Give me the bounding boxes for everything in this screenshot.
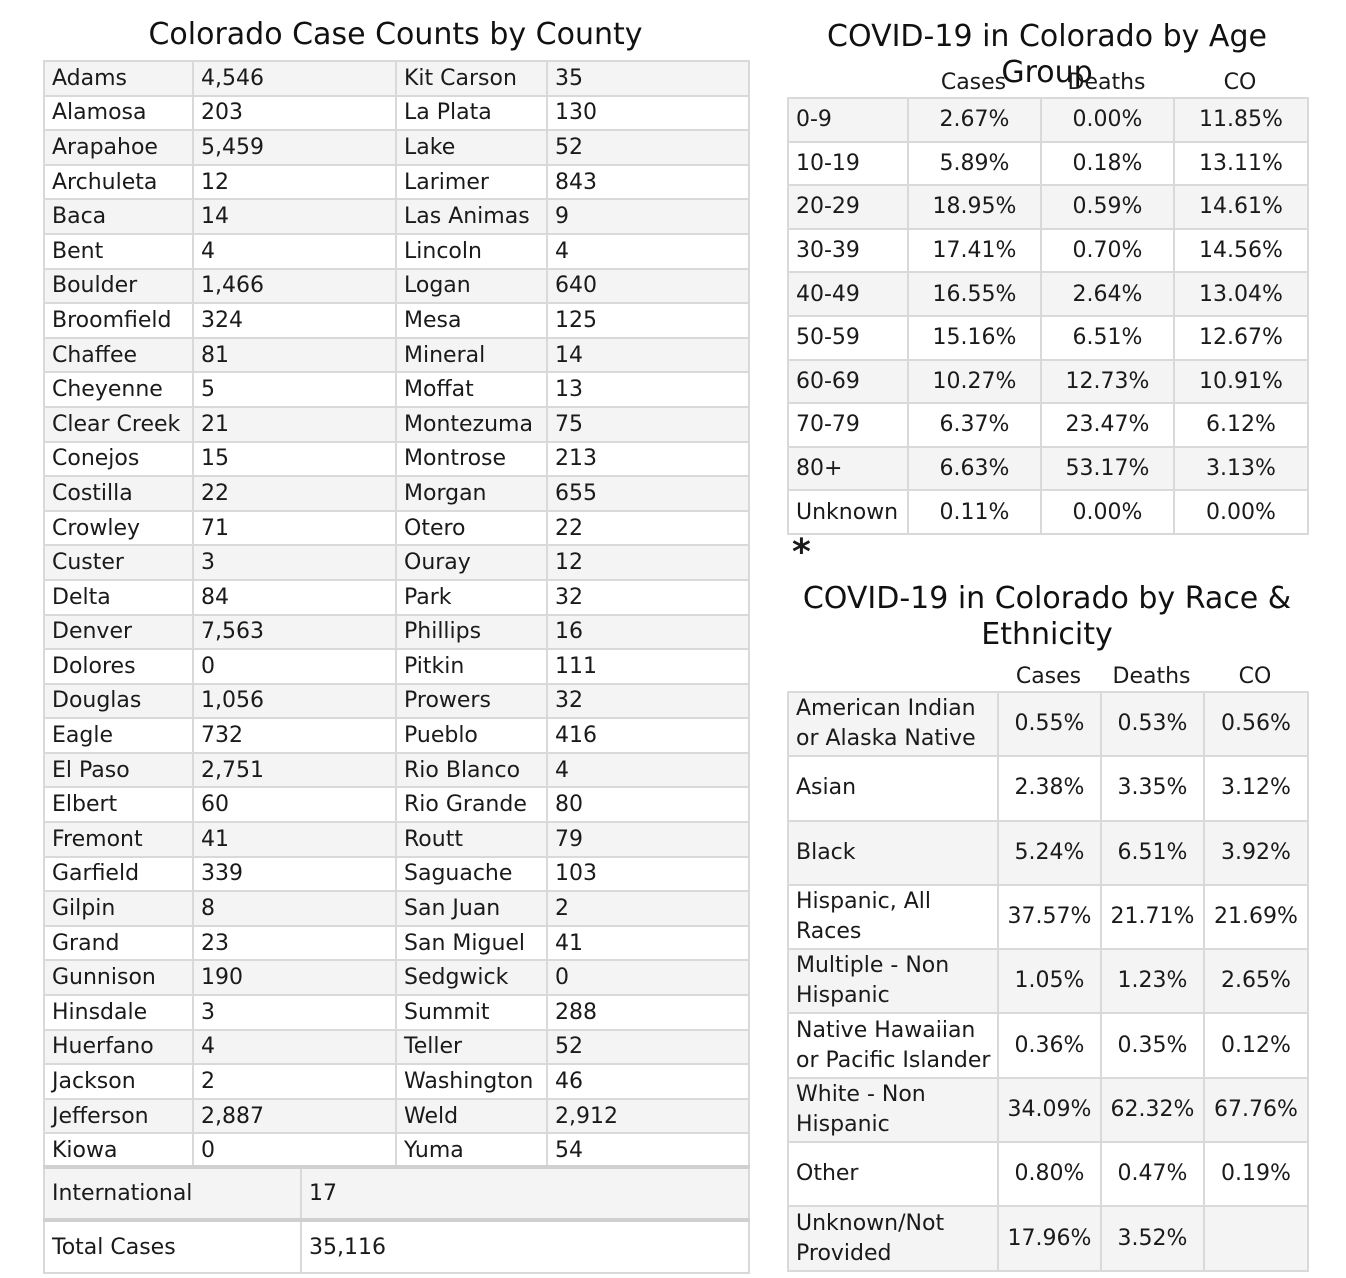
county-case-count: 3 xyxy=(193,995,396,1030)
total-cases-label: Total Cases xyxy=(44,1220,301,1273)
race-co-pct: 3.92% xyxy=(1204,821,1308,885)
race-deaths-pct: 3.35% xyxy=(1101,756,1204,820)
county-case-count: 203 xyxy=(193,96,396,131)
county-case-count: 54 xyxy=(547,1133,749,1168)
county-name: Gilpin xyxy=(44,891,193,926)
county-case-count: 732 xyxy=(193,718,396,753)
age-cases-pct: 18.95% xyxy=(908,185,1041,229)
age-cases-pct: 10.27% xyxy=(908,360,1041,404)
table-row xyxy=(44,130,749,165)
table-row xyxy=(788,756,1308,820)
county-name: Broomfield xyxy=(44,303,193,338)
age-cases-pct: 0.11% xyxy=(908,490,1041,534)
county-case-count: 213 xyxy=(547,442,749,477)
table-row xyxy=(44,649,749,684)
table-row xyxy=(788,98,1308,142)
county-name: Routt xyxy=(396,822,547,857)
age-deaths-pct: 6.51% xyxy=(1041,316,1174,360)
county-case-count: 81 xyxy=(193,338,396,373)
age-deaths-pct: 0.59% xyxy=(1041,185,1174,229)
table-row xyxy=(44,753,749,788)
county-name: Lake xyxy=(396,130,547,165)
table-row xyxy=(44,269,749,304)
race-cases-pct: 1.05% xyxy=(998,949,1101,1013)
county-case-count: 41 xyxy=(193,822,396,857)
county-case-count: 41 xyxy=(547,926,749,961)
county-case-count: 7,563 xyxy=(193,615,396,650)
county-name: Huerfano xyxy=(44,1030,193,1065)
county-case-count: 1,056 xyxy=(193,684,396,719)
age-co-pct: 14.61% xyxy=(1174,185,1308,229)
age-co-pct: 13.04% xyxy=(1174,272,1308,316)
age-co-pct: 13.11% xyxy=(1174,142,1308,186)
table-row xyxy=(44,615,749,650)
county-name: Otero xyxy=(396,511,547,546)
county-name: Sedgwick xyxy=(396,960,547,995)
table-row xyxy=(44,787,749,822)
age-co-pct: 14.56% xyxy=(1174,229,1308,273)
table-row xyxy=(44,995,749,1030)
county-name: Ouray xyxy=(396,545,547,580)
county-name: Moffat xyxy=(396,372,547,407)
race-header-deaths: Deaths xyxy=(1112,664,1191,689)
county-name: Garfield xyxy=(44,857,193,892)
race-deaths-pct: 1.23% xyxy=(1101,949,1204,1013)
table-row xyxy=(788,821,1308,885)
county-name: Boulder xyxy=(44,269,193,304)
age-group-label: 80+ xyxy=(788,447,908,491)
age-header-cases: Cases xyxy=(940,70,1007,95)
table-row xyxy=(788,949,1308,1013)
county-name: Bent xyxy=(44,234,193,269)
county-case-count: 79 xyxy=(547,822,749,857)
county-name: Cheyenne xyxy=(44,372,193,407)
county-name: Montrose xyxy=(396,442,547,477)
table-row xyxy=(788,692,1308,756)
table-row xyxy=(44,891,749,926)
county-name: La Plata xyxy=(396,96,547,131)
county-case-count: 416 xyxy=(547,718,749,753)
county-name: Larimer xyxy=(396,165,547,200)
county-case-count: 84 xyxy=(193,580,396,615)
county-name: Denver xyxy=(44,615,193,650)
age-group-table xyxy=(787,97,1309,535)
age-group-label: 70-79 xyxy=(788,403,908,447)
race-deaths-pct: 62.32% xyxy=(1101,1078,1204,1142)
table-row xyxy=(788,185,1308,229)
county-case-count: 14 xyxy=(547,338,749,373)
county-case-count: 339 xyxy=(193,857,396,892)
county-name: Hinsdale xyxy=(44,995,193,1030)
county-name: Washington xyxy=(396,1064,547,1099)
table-row xyxy=(788,447,1308,491)
table-row xyxy=(788,316,1308,360)
county-name: Park xyxy=(396,580,547,615)
county-case-count: 35 xyxy=(547,61,749,96)
county-case-count: 843 xyxy=(547,165,749,200)
table-row xyxy=(44,857,749,892)
county-case-count: 130 xyxy=(547,96,749,131)
race-group-label: Native Hawaiian or Pacific Islander xyxy=(788,1013,998,1077)
race-cases-pct: 2.38% xyxy=(998,756,1101,820)
table-row xyxy=(44,960,749,995)
race-group-label: Asian xyxy=(788,756,998,820)
table-row xyxy=(44,1099,749,1134)
table-row xyxy=(788,272,1308,316)
age-cases-pct: 6.37% xyxy=(908,403,1041,447)
county-name: Saguache xyxy=(396,857,547,892)
county-name: Summit xyxy=(396,995,547,1030)
county-case-table xyxy=(43,60,750,1169)
county-case-count: 0 xyxy=(193,1133,396,1168)
county-name: Rio Blanco xyxy=(396,753,547,788)
county-name: Archuleta xyxy=(44,165,193,200)
age-group-label: 40-49 xyxy=(788,272,908,316)
county-case-count: 640 xyxy=(547,269,749,304)
race-group-label: Unknown/Not Provided xyxy=(788,1206,998,1270)
county-case-count: 5 xyxy=(193,372,396,407)
international-label: International xyxy=(44,1167,301,1220)
county-case-count: 16 xyxy=(547,615,749,650)
county-case-count: 14 xyxy=(193,199,396,234)
county-name: Chaffee xyxy=(44,338,193,373)
age-deaths-pct: 0.70% xyxy=(1041,229,1174,273)
table-row xyxy=(788,1078,1308,1142)
county-name: Jefferson xyxy=(44,1099,193,1134)
county-name: Phillips xyxy=(396,615,547,650)
age-group-label: 50-59 xyxy=(788,316,908,360)
table-row xyxy=(788,1013,1308,1077)
county-case-count: 60 xyxy=(193,787,396,822)
race-group-label: Black xyxy=(788,821,998,885)
county-name: Rio Grande xyxy=(396,787,547,822)
county-case-count: 9 xyxy=(547,199,749,234)
county-case-count: 2 xyxy=(547,891,749,926)
age-co-pct: 12.67% xyxy=(1174,316,1308,360)
race-group-label: Multiple - Non Hispanic xyxy=(788,949,998,1013)
table-row xyxy=(44,926,749,961)
county-case-count: 5,459 xyxy=(193,130,396,165)
county-case-count: 12 xyxy=(547,545,749,580)
age-co-pct: 6.12% xyxy=(1174,403,1308,447)
age-deaths-pct: 23.47% xyxy=(1041,403,1174,447)
table-row xyxy=(44,1133,749,1168)
table-row xyxy=(44,407,749,442)
county-case-count: 3 xyxy=(193,545,396,580)
race-co-pct: 2.65% xyxy=(1204,949,1308,1013)
race-header-cases: Cases xyxy=(1015,664,1082,689)
race-cases-pct: 0.36% xyxy=(998,1013,1101,1077)
county-case-count: 4 xyxy=(547,753,749,788)
race-deaths-pct: 21.71% xyxy=(1101,885,1204,949)
age-deaths-pct: 0.00% xyxy=(1041,490,1174,534)
county-case-count: 15 xyxy=(193,442,396,477)
county-case-count: 103 xyxy=(547,857,749,892)
county-case-count: 32 xyxy=(547,580,749,615)
race-cases-pct: 0.80% xyxy=(998,1142,1101,1206)
county-case-count: 80 xyxy=(547,787,749,822)
county-name: Grand xyxy=(44,926,193,961)
table-row xyxy=(788,403,1308,447)
asterisk-note-marker: * xyxy=(792,532,811,573)
age-cases-pct: 15.16% xyxy=(908,316,1041,360)
table-row xyxy=(44,580,749,615)
county-case-count: 190 xyxy=(193,960,396,995)
age-cases-pct: 5.89% xyxy=(908,142,1041,186)
race-co-pct: 3.12% xyxy=(1204,756,1308,820)
county-case-count: 21 xyxy=(193,407,396,442)
international-row xyxy=(44,1167,749,1220)
county-case-count: 2,887 xyxy=(193,1099,396,1134)
table-row xyxy=(44,718,749,753)
table-row xyxy=(44,684,749,719)
county-name: Dolores xyxy=(44,649,193,684)
county-case-count: 23 xyxy=(193,926,396,961)
age-deaths-pct: 53.17% xyxy=(1041,447,1174,491)
race-co-pct: 0.19% xyxy=(1204,1142,1308,1206)
age-co-pct: 10.91% xyxy=(1174,360,1308,404)
table-row xyxy=(44,822,749,857)
county-case-count: 125 xyxy=(547,303,749,338)
age-cases-pct: 2.67% xyxy=(908,98,1041,142)
age-group-label: 0-9 xyxy=(788,98,908,142)
county-case-count: 288 xyxy=(547,995,749,1030)
table-row xyxy=(44,372,749,407)
county-name: Gunnison xyxy=(44,960,193,995)
age-co-pct: 11.85% xyxy=(1174,98,1308,142)
race-cases-pct: 0.55% xyxy=(998,692,1101,756)
age-table-title: COVID-19 in Colorado by Age Group xyxy=(827,19,1267,90)
race-group-label: Hispanic, All Races xyxy=(788,885,998,949)
race-co-pct: 21.69% xyxy=(1204,885,1308,949)
county-name: Clear Creek xyxy=(44,407,193,442)
county-name: Kit Carson xyxy=(396,61,547,96)
race-group-label: Other xyxy=(788,1142,998,1206)
age-group-label: 60-69 xyxy=(788,360,908,404)
race-deaths-pct: 6.51% xyxy=(1101,821,1204,885)
race-co-pct: 0.12% xyxy=(1204,1013,1308,1077)
county-name: Pueblo xyxy=(396,718,547,753)
age-deaths-pct: 0.18% xyxy=(1041,142,1174,186)
county-case-count: 22 xyxy=(193,476,396,511)
age-header-co: CO xyxy=(1223,70,1257,95)
county-name: Eagle xyxy=(44,718,193,753)
county-case-count: 111 xyxy=(547,649,749,684)
race-cases-pct: 5.24% xyxy=(998,821,1101,885)
county-name: San Miguel xyxy=(396,926,547,961)
table-row xyxy=(44,234,749,269)
county-case-count: 655 xyxy=(547,476,749,511)
county-name: Douglas xyxy=(44,684,193,719)
county-summary-table xyxy=(43,1165,750,1274)
county-name: Morgan xyxy=(396,476,547,511)
international-value: 17 xyxy=(301,1167,749,1220)
race-deaths-pct: 0.35% xyxy=(1101,1013,1204,1077)
age-cases-pct: 17.41% xyxy=(908,229,1041,273)
age-cases-pct: 6.63% xyxy=(908,447,1041,491)
age-deaths-pct: 0.00% xyxy=(1041,98,1174,142)
county-name: Fremont xyxy=(44,822,193,857)
table-row xyxy=(788,229,1308,273)
race-co-pct: 0.56% xyxy=(1204,692,1308,756)
county-case-count: 71 xyxy=(193,511,396,546)
age-group-label: 10-19 xyxy=(788,142,908,186)
race-cases-pct: 17.96% xyxy=(998,1206,1101,1270)
county-name: San Juan xyxy=(396,891,547,926)
county-case-count: 12 xyxy=(193,165,396,200)
age-deaths-pct: 12.73% xyxy=(1041,360,1174,404)
race-group-label: White - Non Hispanic xyxy=(788,1078,998,1142)
county-case-count: 8 xyxy=(193,891,396,926)
county-name: Weld xyxy=(396,1099,547,1134)
race-table-title: COVID-19 in Colorado by Race & Ethnicity xyxy=(802,581,1292,652)
county-name: Alamosa xyxy=(44,96,193,131)
age-group-label: 20-29 xyxy=(788,185,908,229)
county-case-count: 75 xyxy=(547,407,749,442)
county-name: Lincoln xyxy=(396,234,547,269)
table-row xyxy=(788,885,1308,949)
county-name: Yuma xyxy=(396,1133,547,1168)
table-row xyxy=(44,1030,749,1065)
county-case-count: 2,751 xyxy=(193,753,396,788)
age-deaths-pct: 2.64% xyxy=(1041,272,1174,316)
total-cases-value: 35,116 xyxy=(301,1220,749,1273)
county-name: Delta xyxy=(44,580,193,615)
county-case-count: 52 xyxy=(547,1030,749,1065)
county-case-count: 4 xyxy=(193,1030,396,1065)
county-case-count: 22 xyxy=(547,511,749,546)
county-name: Arapahoe xyxy=(44,130,193,165)
county-case-count: 13 xyxy=(547,372,749,407)
table-row xyxy=(788,142,1308,186)
table-row xyxy=(44,338,749,373)
table-row xyxy=(44,199,749,234)
county-name: Prowers xyxy=(396,684,547,719)
county-table-title: Colorado Case Counts by County xyxy=(148,17,643,52)
county-case-count: 4 xyxy=(547,234,749,269)
table-row xyxy=(44,545,749,580)
table-row xyxy=(44,96,749,131)
table-row xyxy=(44,476,749,511)
county-case-count: 4 xyxy=(193,234,396,269)
race-co-pct: 67.76% xyxy=(1204,1078,1308,1142)
county-name: Baca xyxy=(44,199,193,234)
county-name: Mesa xyxy=(396,303,547,338)
county-name: Jackson xyxy=(44,1064,193,1099)
county-case-count: 0 xyxy=(547,960,749,995)
race-deaths-pct: 0.53% xyxy=(1101,692,1204,756)
county-name: Crowley xyxy=(44,511,193,546)
table-row xyxy=(44,1064,749,1099)
total-cases-row xyxy=(44,1220,749,1273)
county-case-count: 4,546 xyxy=(193,61,396,96)
county-name: Montezuma xyxy=(396,407,547,442)
table-row xyxy=(788,490,1308,534)
county-case-count: 52 xyxy=(547,130,749,165)
race-header-co: CO xyxy=(1238,664,1272,689)
race-group-label: American Indian or Alaska Native xyxy=(788,692,998,756)
county-name: Pitkin xyxy=(396,649,547,684)
table-row xyxy=(44,61,749,96)
table-row xyxy=(44,165,749,200)
race-ethnicity-table xyxy=(787,691,1309,1272)
age-cases-pct: 16.55% xyxy=(908,272,1041,316)
race-cases-pct: 37.57% xyxy=(998,885,1101,949)
race-deaths-pct: 3.52% xyxy=(1101,1206,1204,1270)
county-case-count: 46 xyxy=(547,1064,749,1099)
age-group-label: Unknown xyxy=(788,490,908,534)
county-name: Custer xyxy=(44,545,193,580)
age-co-pct: 0.00% xyxy=(1174,490,1308,534)
county-name: Las Animas xyxy=(396,199,547,234)
county-case-count: 1,466 xyxy=(193,269,396,304)
age-header-deaths: Deaths xyxy=(1067,70,1146,95)
race-co-pct xyxy=(1204,1206,1308,1270)
county-case-count: 0 xyxy=(193,649,396,684)
county-name: Teller xyxy=(396,1030,547,1065)
table-row xyxy=(44,511,749,546)
table-row xyxy=(44,442,749,477)
table-row xyxy=(44,303,749,338)
race-deaths-pct: 0.47% xyxy=(1101,1142,1204,1206)
county-name: Conejos xyxy=(44,442,193,477)
age-group-label: 30-39 xyxy=(788,229,908,273)
county-case-count: 32 xyxy=(547,684,749,719)
table-row xyxy=(788,1206,1308,1270)
county-name: Logan xyxy=(396,269,547,304)
county-name: Kiowa xyxy=(44,1133,193,1168)
table-row xyxy=(788,360,1308,404)
county-case-count: 2 xyxy=(193,1064,396,1099)
county-name: Elbert xyxy=(44,787,193,822)
county-name: Mineral xyxy=(396,338,547,373)
race-cases-pct: 34.09% xyxy=(998,1078,1101,1142)
county-name: El Paso xyxy=(44,753,193,788)
county-case-count: 2,912 xyxy=(547,1099,749,1134)
county-name: Costilla xyxy=(44,476,193,511)
table-row xyxy=(788,1142,1308,1206)
county-name: Adams xyxy=(44,61,193,96)
age-co-pct: 3.13% xyxy=(1174,447,1308,491)
county-case-count: 324 xyxy=(193,303,396,338)
